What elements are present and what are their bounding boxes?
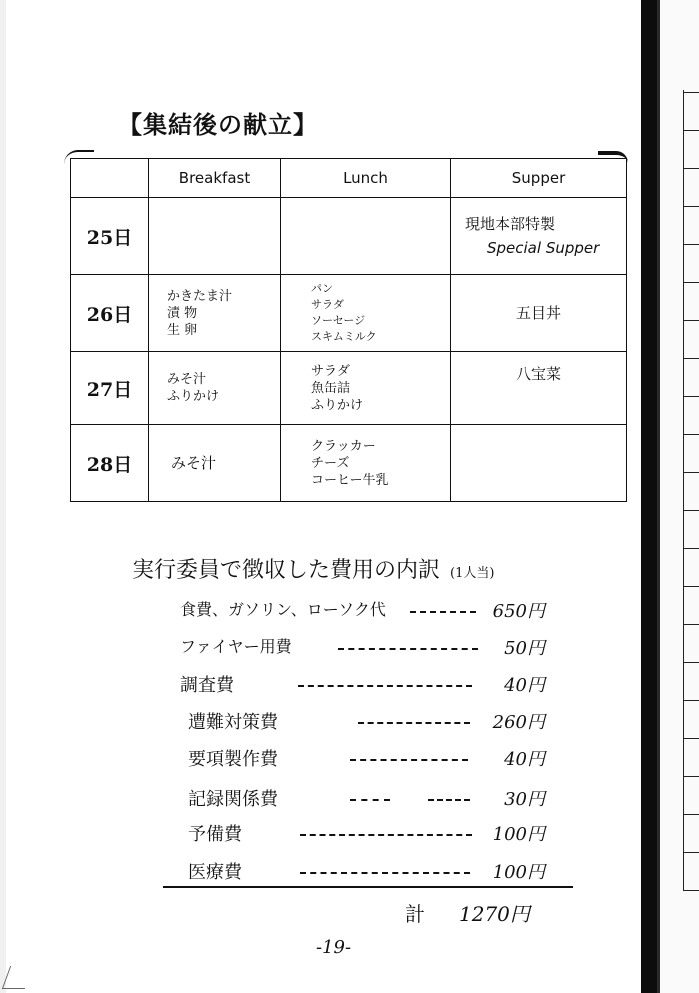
supper-item: 五目丼 <box>515 303 561 322</box>
header-lunch: Lunch <box>281 159 451 198</box>
expense-row <box>180 858 560 886</box>
leader-line <box>300 872 470 874</box>
expense-label: 予備費 <box>188 824 242 845</box>
expense-label: 遭難対策費 <box>188 712 278 733</box>
lunch-item: 魚缶詰 <box>311 380 351 396</box>
expense-row <box>180 671 560 699</box>
expense-amount: 260円 <box>492 712 545 733</box>
total-label: 計 <box>405 902 425 926</box>
total-rule <box>163 886 573 888</box>
expense-heading <box>132 553 494 584</box>
lunch-item: チーズ <box>311 455 350 471</box>
breakfast-cell <box>149 275 281 352</box>
lunch-item: サラダ <box>311 363 350 379</box>
lunch-cell <box>281 275 451 352</box>
expense-amount: 40円 <box>504 749 545 770</box>
leader-line <box>428 799 470 801</box>
leader-line <box>410 611 476 613</box>
lunch-cell <box>281 198 451 275</box>
expense-row <box>180 708 560 736</box>
leader-line <box>350 759 468 761</box>
expense-row <box>180 785 560 813</box>
breakfast-item: みそ汁 <box>171 453 217 472</box>
lunch-item: クラッカー <box>311 438 376 454</box>
leader-line <box>298 685 472 687</box>
expense-label: ファイヤー用費 <box>180 637 292 656</box>
adjacent-page-strip <box>660 0 699 993</box>
lunch-item: パン <box>311 282 333 295</box>
expense-amount: 100円 <box>492 862 545 883</box>
supper-cell <box>451 425 627 502</box>
expense-row <box>180 745 560 773</box>
breakfast-item: 生 卵 <box>167 322 198 338</box>
menu-row-25 <box>71 198 627 275</box>
adjacent-page-rule <box>683 90 684 890</box>
breakfast-cell <box>149 198 281 275</box>
header-supper: Supper <box>451 159 627 198</box>
expense-heading-text: 実行委員で徴収した費用の内訳 <box>132 558 441 583</box>
total-amount: 1270円 <box>459 902 530 926</box>
page-title: 【集結後の献立】 <box>118 110 318 139</box>
leader-line <box>358 722 470 724</box>
day-label: 27日 <box>71 352 149 425</box>
leader-line <box>300 834 472 836</box>
menu-row-26 <box>71 275 627 352</box>
lunch-item: スキムミルク <box>311 330 377 343</box>
expense-row <box>180 820 560 848</box>
supper-item: 現地本部特製 <box>465 215 556 233</box>
expense-amount: 650円 <box>492 601 545 622</box>
expense-row <box>180 597 560 625</box>
lunch-item: サラダ <box>311 298 344 311</box>
lunch-item: ふりかけ <box>311 397 364 413</box>
lunch-cell <box>281 425 451 502</box>
breakfast-item: かきたま汁 <box>167 288 233 304</box>
expense-amount: 50円 <box>504 638 545 659</box>
day-label: 26日 <box>71 275 149 352</box>
expense-label: 食費、ガソリン、ローソク代 <box>180 600 386 619</box>
breakfast-item: ふりかけ <box>167 389 220 404</box>
supper-item: Special Supper <box>487 239 600 257</box>
menu-header-corner <box>71 159 149 198</box>
leader-line <box>338 648 478 650</box>
supper-item: 八宝菜 <box>515 365 561 383</box>
breakfast-item: みそ汁 <box>167 372 207 387</box>
breakfast-item: 漬 物 <box>167 305 198 321</box>
day-label: 28日 <box>71 425 149 502</box>
header-breakfast: Breakfast <box>149 159 281 198</box>
corner-mark <box>2 966 33 989</box>
expense-heading-note: (1人当) <box>450 566 495 581</box>
expense-label: 記録関係費 <box>188 789 278 810</box>
lunch-item: ソーセージ <box>311 314 366 327</box>
supper-cell <box>451 352 627 425</box>
day-label: 25日 <box>71 198 149 275</box>
lunch-cell <box>281 352 451 425</box>
supper-cell <box>451 275 627 352</box>
page-shadow-edge <box>641 0 657 993</box>
page-number: -19- <box>316 937 352 958</box>
breakfast-cell <box>149 425 281 502</box>
expense-label: 要項製作費 <box>188 749 278 770</box>
lunch-item: コーヒー牛乳 <box>311 472 389 488</box>
menu-table <box>70 158 627 502</box>
menu-header-row <box>71 159 627 198</box>
breakfast-cell <box>149 352 281 425</box>
total-row <box>405 898 530 927</box>
expense-label: 調査費 <box>180 675 234 696</box>
expense-row <box>180 634 560 662</box>
menu-row-28 <box>71 425 627 502</box>
expense-amount: 40円 <box>504 675 545 696</box>
binder-edge <box>0 0 6 993</box>
expense-label: 医療費 <box>188 862 242 883</box>
expense-amount: 100円 <box>492 824 545 845</box>
leader-line <box>350 799 390 801</box>
supper-cell <box>451 198 627 275</box>
menu-row-27 <box>71 352 627 425</box>
expense-amount: 30円 <box>504 789 545 810</box>
